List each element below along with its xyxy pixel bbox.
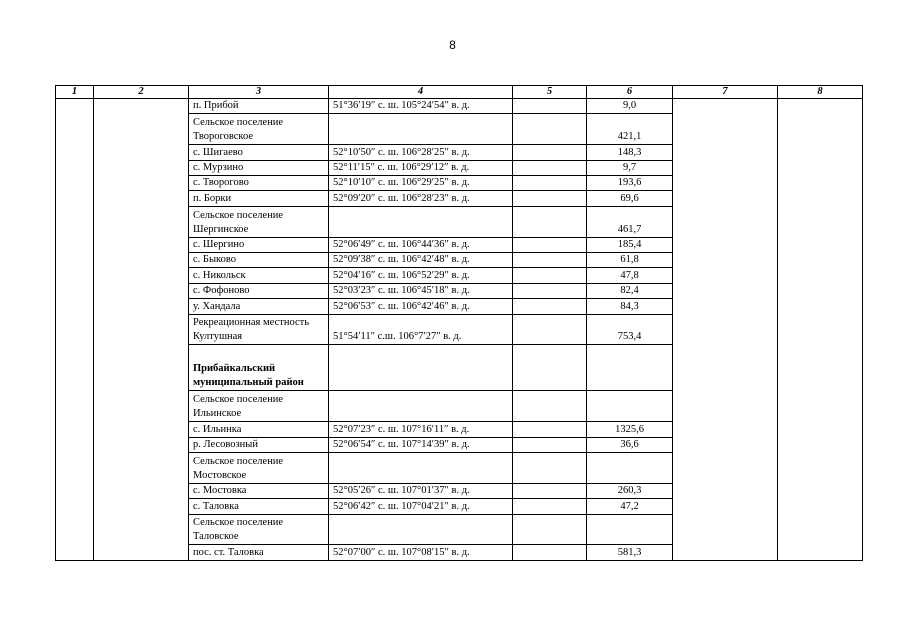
coordinates-cell: 52°06′49″ с. ш. 106°44′36″ в. д. [329,237,513,252]
column-5-cell [513,314,587,345]
column-8-cell [778,99,863,561]
settlement-name-cell: Сельское поселение Шергинское [189,206,329,237]
coordinates-cell: 52°06′53″ с. ш. 106°42′46″ в. д. [329,299,513,314]
column-5-cell [513,145,587,160]
settlement-name-cell: с. Мостовка [189,483,329,498]
column-1-cell [56,99,94,561]
column-5-cell [513,514,587,545]
settlement-name-cell: у. Хандала [189,299,329,314]
settlement-name-cell: Сельское поселение Мостовское [189,453,329,484]
column-header: 5 [513,86,587,99]
value-cell [587,391,673,422]
column-2-cell [94,99,189,561]
value-cell: 84,3 [587,299,673,314]
settlement-name-cell: п. Борки [189,191,329,206]
settlement-name-cell: п. Прибой [189,99,329,114]
table-body [56,86,863,561]
settlement-name-cell: Сельское поселение Таловское [189,514,329,545]
coordinates-cell: 52°06′42″ с. ш. 107°04′21″ в. д. [329,499,513,514]
column-header: 8 [778,86,863,99]
value-cell: 753,4 [587,314,673,345]
coordinates-cell: 52°06′54″ с. ш. 107°14′39″ в. д. [329,437,513,452]
column-5-cell [513,345,587,391]
column-5-cell [513,114,587,145]
column-5-cell [513,283,587,298]
settlement-name-cell: с. Быково [189,252,329,267]
column-5-cell [513,499,587,514]
value-cell: 581,3 [587,545,673,560]
column-5-cell [513,545,587,560]
coordinates-cell: 52°09′20″ с. ш. 106°28′23″ в. д. [329,191,513,206]
settlement-name-cell: с. Никольск [189,268,329,283]
value-cell: 421,1 [587,114,673,145]
column-header: 4 [329,86,513,99]
value-cell [587,453,673,484]
column-5-cell [513,252,587,267]
page-number: 8 [449,38,456,52]
coordinates-cell [329,453,513,484]
column-5-cell [513,160,587,175]
coordinates-cell [329,114,513,145]
value-cell: 36,6 [587,437,673,452]
value-cell: 9,0 [587,99,673,114]
column-5-cell [513,483,587,498]
value-cell: 260,3 [587,483,673,498]
column-header: 2 [94,86,189,99]
value-cell: 1325,6 [587,422,673,437]
value-cell: 148,3 [587,145,673,160]
settlement-name-cell: Рекреационная местность Култушная [189,314,329,345]
coordinates-cell: 51°54′11″ с.ш. 106°7′27″ в. д. [329,314,513,345]
settlement-name-cell: с. Ильинка [189,422,329,437]
column-header: 7 [673,86,778,99]
settlement-name-cell: Сельское поселение Твороговское [189,114,329,145]
value-cell: 69,6 [587,191,673,206]
coordinates-cell: 52°07′23″ с. ш. 107°16′11″ в. д. [329,422,513,437]
settlement-name-cell: с. Шигаево [189,145,329,160]
settlement-name-cell: с. Фофоново [189,283,329,298]
column-7-cell [673,99,778,561]
coordinates-cell: 52°11′15″ с. ш. 106°29′12″ в. д. [329,160,513,175]
value-cell: 9,7 [587,160,673,175]
settlement-name-cell: с. Таловка [189,499,329,514]
settlement-name-cell: с. Мурзино [189,160,329,175]
column-5-cell [513,391,587,422]
coordinates-cell: 52°04′16″ с. ш. 106°52′29″ в. д. [329,268,513,283]
column-5-cell [513,206,587,237]
settlement-name-cell: с. Творогово [189,175,329,190]
settlement-name-cell: р. Лесовозный [189,437,329,452]
column-5-cell [513,422,587,437]
value-cell [587,514,673,545]
coordinates-cell: 52°10′50″ с. ш. 106°28′25″ в. д. [329,145,513,160]
value-cell: 61,8 [587,252,673,267]
value-cell: 47,2 [587,499,673,514]
column-5-cell [513,437,587,452]
coordinates-cell: 52°09′38″ с. ш. 106°42′48″ в. д. [329,252,513,267]
table-header-row [56,86,863,99]
value-cell: 82,4 [587,283,673,298]
settlement-name-cell: Сельское поселение Ильинское [189,391,329,422]
coordinates-cell [329,514,513,545]
value-cell: 193,6 [587,175,673,190]
value-cell: 185,4 [587,237,673,252]
column-5-cell [513,453,587,484]
settlement-name-cell: с. Шергино [189,237,329,252]
table-row [56,99,863,114]
coordinates-cell: 52°07′00″ с. ш. 107°08′15″ в. д. [329,545,513,560]
column-header: 6 [587,86,673,99]
column-5-cell [513,191,587,206]
column-5-cell [513,175,587,190]
column-header: 3 [189,86,329,99]
column-5-cell [513,99,587,114]
column-5-cell [513,237,587,252]
settlements-table [55,85,863,561]
coordinates-cell [329,391,513,422]
column-5-cell [513,268,587,283]
coordinates-cell: 52°10′10″ с. ш. 106°29′25″ в. д. [329,175,513,190]
coordinates-cell: 52°03′23″ с. ш. 106°45′18″ в. д. [329,283,513,298]
column-header: 1 [56,86,94,99]
value-cell: 47,8 [587,268,673,283]
coordinates-cell [329,206,513,237]
settlement-name-cell: Прибайкальский муниципальный район [189,345,329,391]
column-5-cell [513,299,587,314]
coordinates-cell: 51°36′19″ с. ш. 105°24′54″ в. д. [329,99,513,114]
value-cell: 461,7 [587,206,673,237]
coordinates-cell: 52°05′26″ с. ш. 107°01′37″ в. д. [329,483,513,498]
value-cell [587,345,673,391]
settlement-name-cell: пос. ст. Таловка [189,545,329,560]
coordinates-cell [329,345,513,391]
